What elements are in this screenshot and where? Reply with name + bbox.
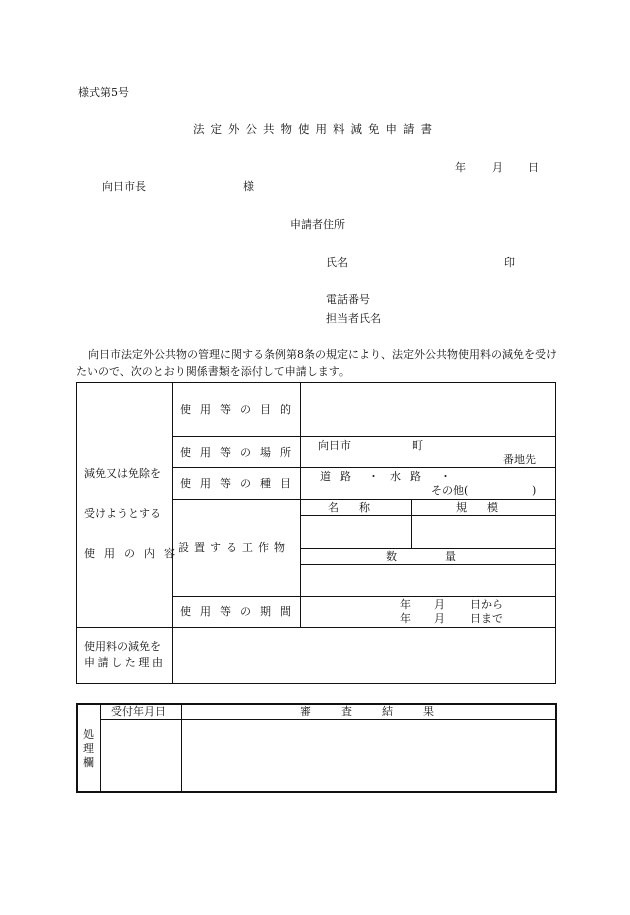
row-line-location bbox=[172, 467, 556, 468]
processing-side-2: 理 bbox=[83, 742, 94, 755]
structure-quantity-header: 数量 bbox=[386, 550, 504, 563]
row-line-quantity-header bbox=[300, 564, 556, 565]
addressee-honorific: 様 bbox=[243, 180, 254, 193]
row-line-structure-header bbox=[300, 515, 556, 516]
processing-border-left bbox=[76, 703, 78, 793]
period-from-day: 日から bbox=[470, 598, 503, 611]
side-label-line1: 減免又は免除を bbox=[84, 467, 161, 480]
form-title: 法定外公共物使用料減免申請書 bbox=[193, 122, 438, 136]
processing-col-divider-2 bbox=[181, 703, 182, 793]
type-other: その他( bbox=[431, 484, 469, 497]
applicant-contact-label: 担当者氏名 bbox=[326, 312, 381, 325]
row-line-purpose bbox=[172, 436, 556, 437]
processing-border-bottom bbox=[76, 791, 557, 793]
reason-label-line1: 使用料の減免を bbox=[84, 640, 161, 653]
location-city: 向日市 bbox=[318, 439, 351, 452]
period-to-day: 日まで bbox=[470, 612, 503, 625]
side-label-line2: 受けようとする bbox=[84, 507, 161, 520]
processing-header-line bbox=[100, 719, 556, 720]
processing-border-right bbox=[555, 703, 557, 793]
applicant-address-label: 申請者住所 bbox=[290, 218, 345, 231]
statement-text: 向日市法定外公共物の管理に関する条例第8条の規定により、法定外公共物使用料の減免を受けたいので、次のとおり関係書類を添付して申請します。 bbox=[76, 348, 557, 378]
table-col-divider-1 bbox=[172, 382, 173, 684]
type-dot-2: ・ bbox=[440, 470, 451, 483]
table-border-top bbox=[76, 382, 556, 383]
applicant-seal-label: 印 bbox=[504, 256, 515, 269]
period-to-month: 月 bbox=[434, 612, 445, 625]
period-from-month: 月 bbox=[434, 598, 445, 611]
table-divider-reason bbox=[76, 627, 556, 628]
processing-col-divider-1 bbox=[100, 703, 101, 793]
location-label: 使用等の場所 bbox=[180, 446, 300, 459]
type-other-close: ) bbox=[532, 484, 537, 497]
table-border-right bbox=[555, 382, 556, 684]
period-from-year: 年 bbox=[400, 598, 411, 611]
structure-scale-header: 規模 bbox=[456, 501, 518, 514]
review-result-header: 審査結果 bbox=[300, 705, 464, 718]
location-town: 町 bbox=[412, 439, 423, 452]
col-line-structure-split bbox=[411, 499, 412, 549]
date-month: 月 bbox=[492, 161, 503, 174]
type-road: 道路 bbox=[320, 470, 360, 483]
applicant-phone-label: 電話番号 bbox=[326, 293, 370, 306]
table-border-bottom bbox=[76, 683, 556, 684]
statement-paragraph bbox=[76, 346, 561, 380]
period-to-year: 年 bbox=[400, 612, 411, 625]
type-water: 水路 bbox=[390, 470, 430, 483]
date-day: 日 bbox=[528, 161, 539, 174]
processing-side-3: 欄 bbox=[83, 756, 94, 769]
row-line-structure-end bbox=[172, 596, 556, 597]
side-label-line3: 使用の内容 bbox=[84, 547, 184, 560]
reason-label-line2: 申請した理由 bbox=[84, 656, 166, 669]
table-col-divider-2 bbox=[300, 382, 301, 628]
location-lot: 番地先 bbox=[503, 453, 536, 466]
row-line-type bbox=[172, 499, 556, 500]
purpose-label: 使用等の目的 bbox=[180, 403, 300, 416]
structure-label: 設置する工作物 bbox=[178, 541, 290, 554]
form-number: 様式第5号 bbox=[78, 86, 129, 99]
type-label: 使用等の種目 bbox=[180, 477, 300, 490]
applicant-name-label: 氏名 bbox=[326, 256, 348, 269]
addressee-mayor: 向日市長 bbox=[102, 180, 146, 193]
type-dot-1: ・ bbox=[368, 470, 379, 483]
date-year: 年 bbox=[455, 161, 466, 174]
period-label: 使用等の期間 bbox=[180, 605, 300, 618]
table-border-left bbox=[76, 382, 77, 684]
processing-side-1: 処 bbox=[83, 728, 94, 741]
received-date-header: 受付年月日 bbox=[111, 705, 166, 718]
row-line-structure-body bbox=[300, 548, 556, 549]
structure-name-header: 名称 bbox=[328, 501, 390, 514]
